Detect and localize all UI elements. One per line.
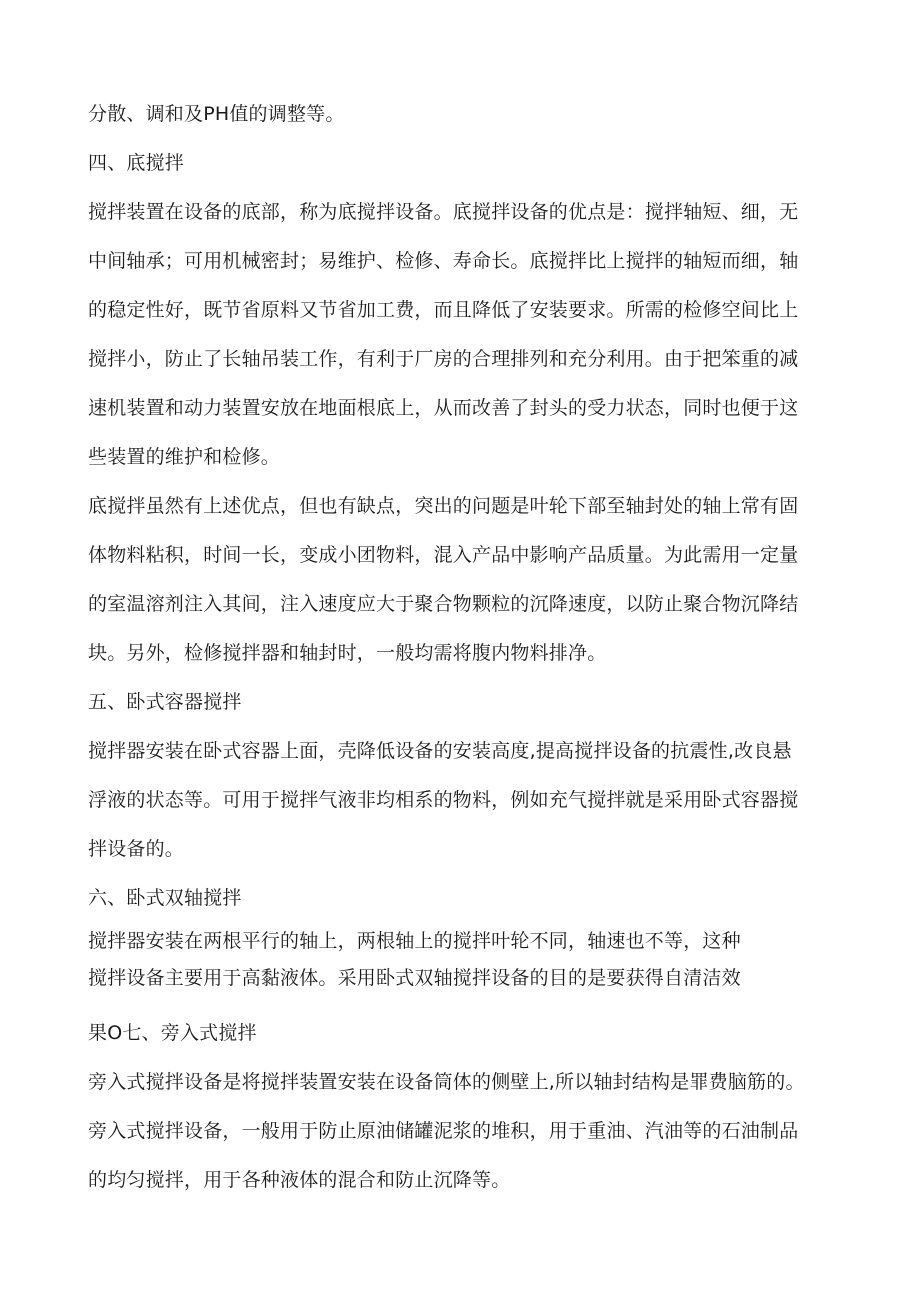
section-heading: 六、卧式双轴搅拌 bbox=[88, 887, 242, 909]
text-line: 旁入式搅拌设备是将搅拌装置安装在设备筒体的侧壁上,所以轴封结构是罪费脑筋的。 bbox=[88, 1071, 805, 1093]
text-line: 体物料粘积，时间一长，变成小团物料，混入产品中影响产品质量。为此需用一定量 bbox=[88, 544, 799, 566]
section-heading: 四、底搅拌 bbox=[88, 152, 185, 174]
text-line: 搅拌设备主要用于高黏液体。采用卧式双轴搅拌设备的目的是要获得自清洁效 bbox=[88, 967, 741, 989]
document-page bbox=[88, 90, 833, 1205]
text-line: 浮液的状态等。可用于搅拌气液非均相系的物料，例如充气搅拌就是采用卧式容器搅 bbox=[88, 789, 799, 811]
section-heading: 五、卧式容器搅拌 bbox=[88, 691, 242, 713]
text-line: 旁入式搅拌设备，一般用于防止原油储罐泥浆的堆积，用于重油、汽油等的石油制品 bbox=[88, 1120, 799, 1142]
text-line: 拌设备的。 bbox=[88, 838, 185, 860]
section-heading: 果O七、旁入式搅拌 bbox=[88, 1022, 257, 1044]
text-line: 些装置的维护和检修。 bbox=[88, 446, 281, 468]
text-line: 的均匀搅拌，用于各种液体的混合和防止沉降等。 bbox=[88, 1169, 511, 1191]
text-line: 底搅拌虽然有上述优点，但也有缺点，突出的问题是叶轮下部至轴封处的轴上常有固 bbox=[88, 495, 799, 517]
text-line: 块。另外，检修搅拌器和轴封时，一般均需将腹内物料排净。 bbox=[88, 642, 607, 664]
text-line: 的室温溶剂注入其间，注入速度应大于聚合物颗粒的沉降速度，以防止聚合物沉降结 bbox=[88, 593, 799, 615]
text-line: 搅拌器安装在两根平行的轴上，两根轴上的搅拌叶轮不同，轴速也不等，这种 bbox=[88, 930, 741, 952]
text-line: 搅拌装置在设备的底部，称为底搅拌设备。底搅拌设备的优点是：搅拌轴短、细，无 bbox=[88, 201, 799, 223]
text-line: 搅拌器安装在卧式容器上面，壳降低设备的安装高度,提高搅拌设备的抗震性,改良悬 bbox=[88, 740, 792, 762]
text-line: 中间轴承；可用机械密封；易维护、检修、寿命长。底搅拌比上搅拌的轴短而细，轴 bbox=[88, 250, 799, 272]
text-line: 的稳定性好，既节省原料又节省加工费，而且降低了安装要求。所需的检修空间比上 bbox=[88, 299, 799, 321]
text-line: 搅拌小，防止了长轴吊装工作，有利于厂房的合理排列和充分利用。由于把笨重的减 bbox=[88, 348, 799, 370]
text-line: 分散、调和及PH值的调整等。 bbox=[88, 103, 345, 125]
text-line: 速机装置和动力装置安放在地面根底上，从而改善了封头的受力状态，同时也便于这 bbox=[88, 397, 799, 419]
